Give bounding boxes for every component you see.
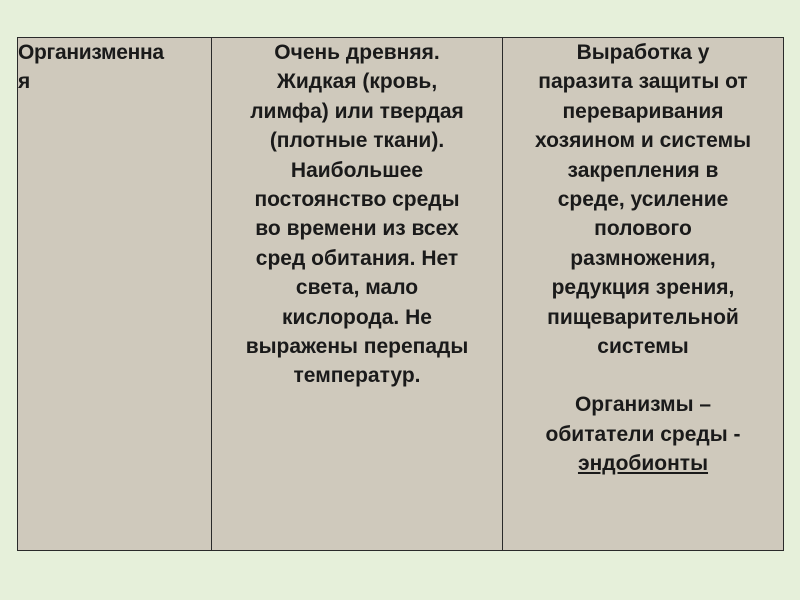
table-row bbox=[18, 38, 784, 551]
cell-environment-description bbox=[212, 38, 503, 551]
cell-environment-type bbox=[18, 38, 212, 551]
environment-description-text: Очень древняя. Жидкая (кровь, лимфа) или твердая (плотные ткани). Наибольшее постоянство среды во времени из всех сред обитания. Нет света, мало кислорода. Не выражены перепады температур. bbox=[245, 41, 469, 388]
inhabitants-lead-text: Организмы – обитатели среды - bbox=[545, 393, 741, 446]
inhabitants-term-text: эндобионты bbox=[577, 452, 709, 476]
environment-table bbox=[17, 37, 784, 551]
paragraph-spacer bbox=[503, 361, 783, 390]
cell-adaptations bbox=[503, 38, 784, 551]
adaptations-text: Выработка у паразита защиты от переваривания хозяином и системы закрепления в среде, усиление полового размножения, редукция зрения, пищеварительной системы bbox=[534, 41, 752, 359]
environment-type-text: Организменна я bbox=[18, 41, 164, 94]
